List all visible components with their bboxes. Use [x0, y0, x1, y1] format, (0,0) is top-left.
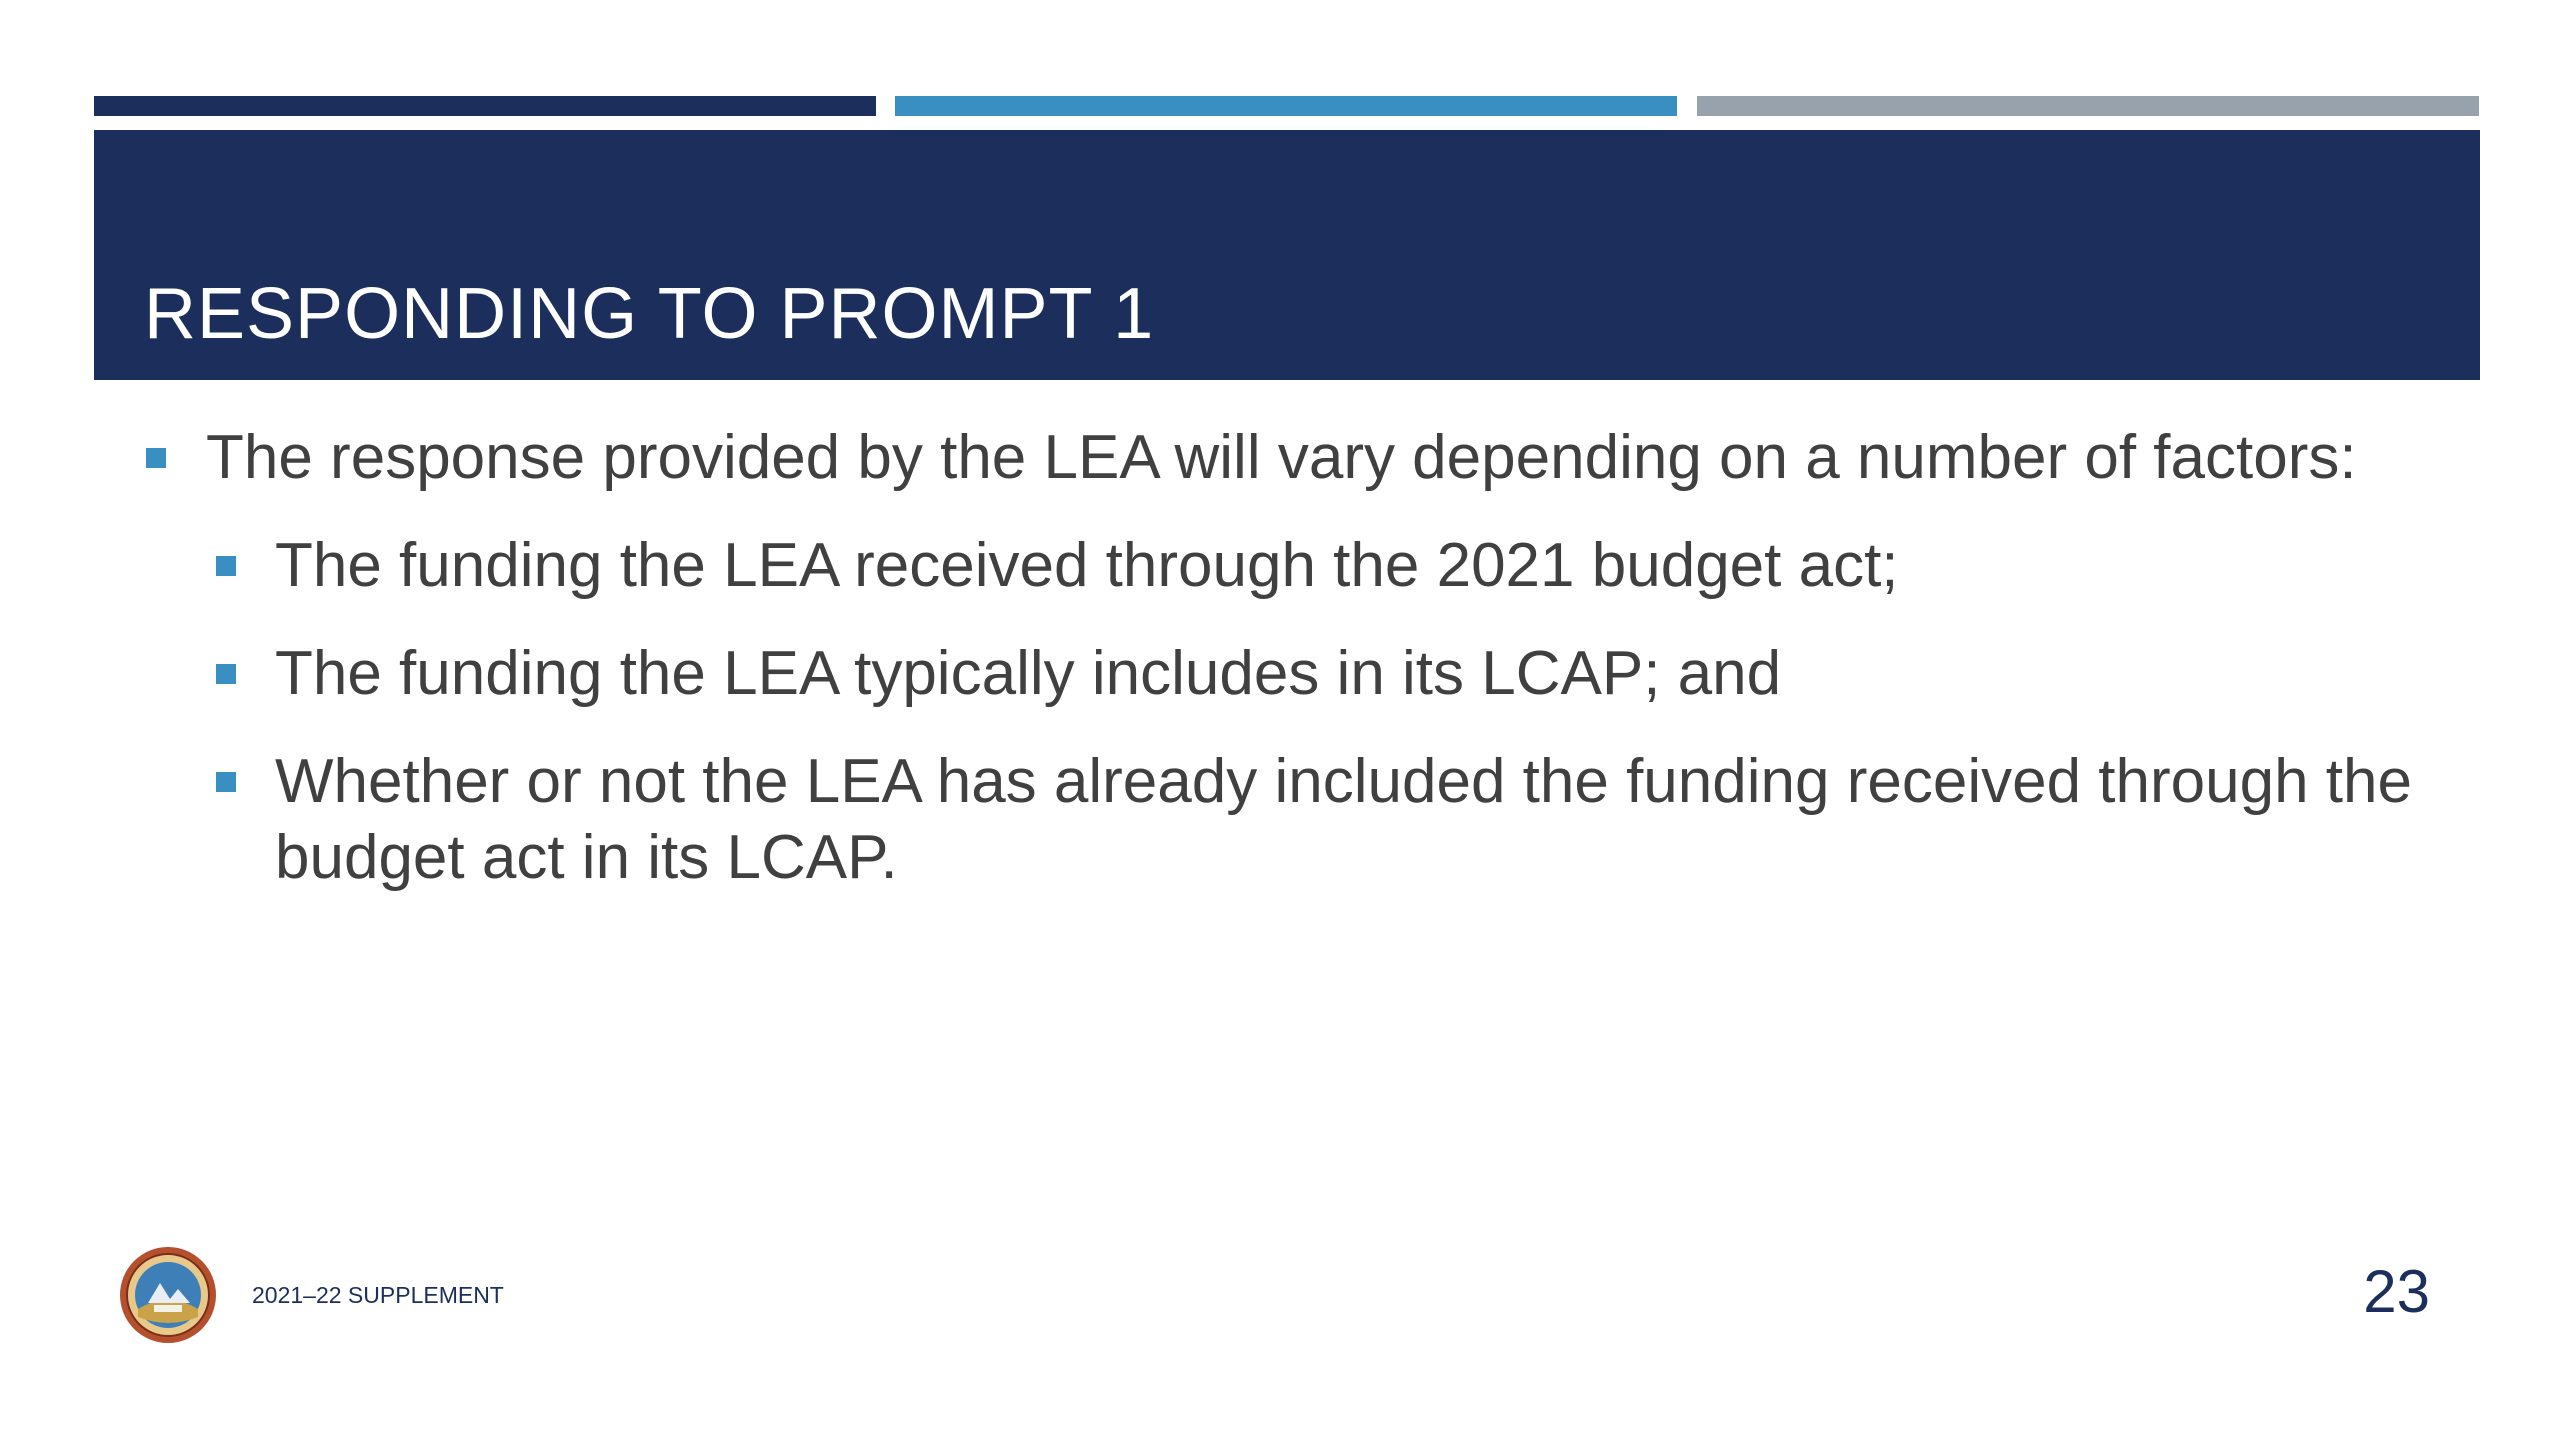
title-band — [94, 130, 2480, 380]
bullet-text: Whether or not the LEA has already included the funding received through the budget act in its LCAP. — [275, 747, 2412, 892]
accent-bar-dark — [94, 96, 876, 116]
page-number: 23 — [2363, 1258, 2430, 1325]
footer-label: 2021–22 SUPPLEMENT — [252, 1282, 504, 1308]
sub-bullet-item — [140, 744, 2440, 896]
sub-bullet-item — [140, 528, 2440, 604]
slide-title: RESPONDING TO PROMPT 1 — [144, 274, 1155, 354]
sub-bullet-item — [140, 636, 2440, 712]
bullet-text: The funding the LEA typically includes in its LCAP; and — [275, 639, 1782, 708]
square-bullet-icon — [216, 556, 236, 576]
square-bullet-icon — [146, 448, 166, 468]
state-seal-icon — [118, 1245, 218, 1345]
square-bullet-icon — [216, 772, 236, 792]
square-bullet-icon — [216, 664, 236, 684]
accent-bar-blue — [895, 96, 1677, 116]
bullet-list — [140, 420, 2440, 928]
bullet-text: The response provided by the LEA will vary depending on a number of factors: — [206, 423, 2357, 492]
bullet-text: The funding the LEA received through the 2021 budget act; — [275, 531, 1899, 600]
bullet-item — [140, 420, 2440, 496]
accent-bar-gray — [1697, 96, 2479, 116]
